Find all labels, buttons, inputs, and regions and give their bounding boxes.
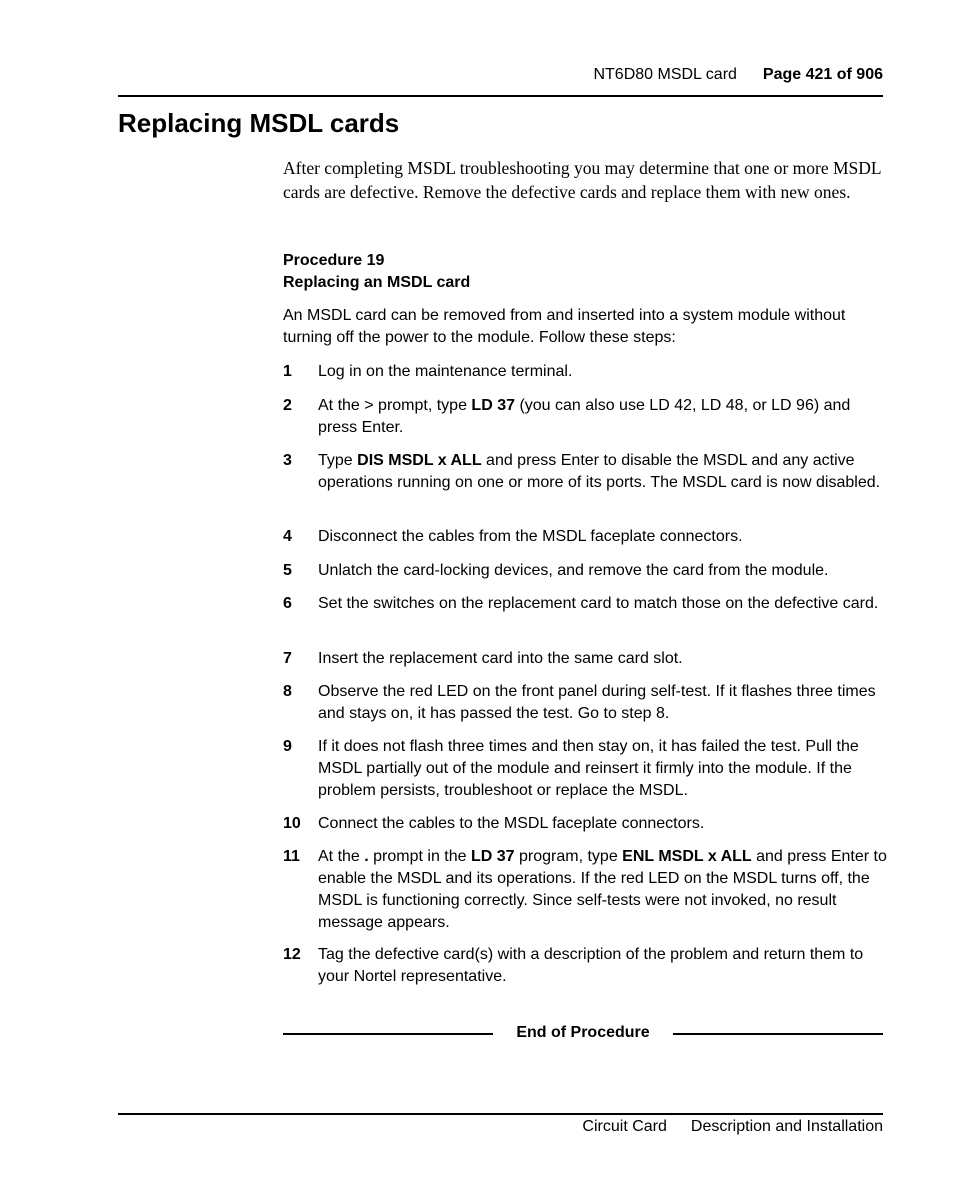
step-number: 10 (283, 815, 301, 832)
procedure-lead: An MSDL card can be removed from and inserted into a system module without turning off the power to the module. Follow these steps: (283, 307, 846, 346)
step-3 (283, 450, 888, 494)
step-text: Tag the defective card(s) with a description of the problem and return them to your Nortel representative. (318, 946, 864, 985)
step-12 (283, 944, 888, 988)
step-number: 11 (283, 848, 300, 865)
step-text: Unlatch the card-locking devices, and remove the card from the module. (318, 562, 829, 579)
step-8 (283, 681, 888, 725)
step-text: At the . prompt in the LD 37 program, type ENL MSDL x ALL and press Enter to enable the MSDL and its operations. If the red LED on the MSDL turns off, the MSDL is functioning correctly. Since self-tests were not invoked, no result message appears. (318, 848, 887, 931)
footer-rule (118, 1113, 883, 1115)
step-10 (283, 813, 888, 835)
page-header (593, 66, 883, 84)
step-text: At the > prompt, type LD 37 (you can also use LD 42, LD 48, or LD 96) and press Enter. (318, 397, 851, 436)
footer-right: Description and Installation (690, 1118, 883, 1135)
step-1 (283, 361, 888, 383)
page-footer (582, 1118, 883, 1136)
step-number: 9 (283, 738, 292, 755)
end-of-procedure (283, 1022, 883, 1046)
step-number: 2 (283, 397, 292, 414)
step-number: 1 (283, 363, 292, 380)
page-title: Replacing MSDL cards (118, 108, 400, 138)
step-number: 6 (283, 595, 292, 612)
end-of-procedure-label: End of Procedure (516, 1024, 650, 1041)
step-5 (283, 560, 888, 582)
procedure-title: Replacing an MSDL card (283, 274, 471, 291)
procedure-number: Procedure 19 (283, 252, 385, 269)
step-text: Observe the red LED on the front panel during self-test. If it flashes three times and stays on, it has passed the test. Go to step 8. (318, 683, 876, 722)
step-text: If it does not flash three times and then stay on, it has failed the test. Pull the MSDL partially out of the module and reinsert it firmly into the module. If the problem persists, troubleshoot or replace the MSDL. (318, 738, 859, 799)
step-text: Set the switches on the replacement card to match those on the defective card. (318, 595, 879, 612)
document-name: NT6D80 MSDL card (593, 66, 737, 83)
step-6 (283, 593, 888, 615)
step-number: 3 (283, 452, 292, 469)
step-number: 12 (283, 946, 301, 963)
intro-paragraph: After completing MSDL troubleshooting you may determine that one or more MSDL cards are defective. Remove the defective cards and replace them with new ones. (283, 158, 881, 202)
procedure-heading (283, 250, 470, 294)
step-number: 4 (283, 528, 292, 545)
step-7 (283, 648, 888, 670)
step-9 (283, 736, 888, 802)
step-text: Type DIS MSDL x ALL and press Enter to disable the MSDL and any active operations running on one or more of its ports. The MSDL card is now disabled. (318, 452, 881, 491)
header-rule (118, 95, 883, 97)
step-text: Log in on the maintenance terminal. (318, 363, 573, 380)
page-number: Page 421 of 906 (762, 66, 883, 83)
step-4 (283, 526, 888, 548)
step-11 (283, 846, 888, 934)
step-text: Connect the cables to the MSDL faceplate connectors. (318, 815, 705, 832)
step-number: 7 (283, 650, 292, 667)
step-text: Insert the replacement card into the same card slot. (318, 650, 683, 667)
step-number: 8 (283, 683, 292, 700)
step-text: Disconnect the cables from the MSDL faceplate connectors. (318, 528, 743, 545)
step-number: 5 (283, 562, 292, 579)
footer-left: Circuit Card (582, 1118, 667, 1135)
step-2 (283, 395, 888, 439)
end-rule-right (673, 1033, 883, 1035)
